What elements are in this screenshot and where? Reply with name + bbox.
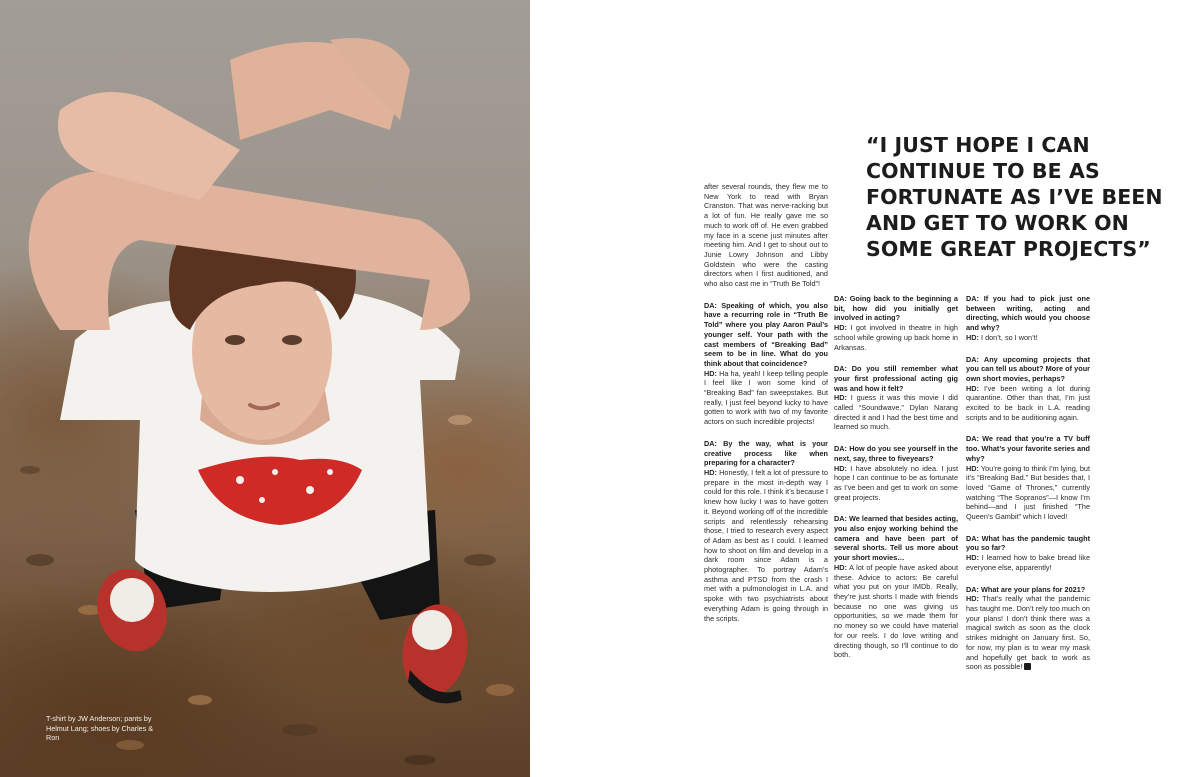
answer-text: after several rounds, they flew me to New York to read with Bryan Cranston. That was nerve-racking but a lot of fun. He really gave me so much to work off of. He even grabbed my face in a scene just minutes after meeting him. And I get to shout out to Junie Lowry Johnson and Libby Goldstein who were the casting directors when I first auditioned, and who also cast me in “Truth Be Told”! <box>704 182 828 289</box>
question-text: DA: Speaking of which, you also have a recurring role in “Truth Be Told” where you play Aaron Paul’s younger self. Your path with the cast members of “Breaking Bad” seem to be in line. What do you think about that coincidence? <box>704 300 828 368</box>
qa-block <box>834 444 958 502</box>
answer-text: That’s really what the pandemic has taught me. Don’t rely too much on your plans! I don’t think there was a magical switch as soon as the clock strikes midnight on January first. So, for now, my plan is to wear my mask and hopefully get back to work as soon as possible! <box>966 594 1090 672</box>
qa-block <box>834 514 958 660</box>
qa-block <box>966 434 1090 521</box>
cover-photo <box>0 0 530 777</box>
question-text: DA: Do you still remember what your first professional acting gig was and how it felt? <box>834 364 958 393</box>
question-text: DA: If you had to pick just one between writing, acting and directing, which would you choose and why? <box>966 294 1090 333</box>
answer-text: I have absolutely no idea. I just hope I can continue to be as fortunate as I’ve been and get to work on some great projects. <box>834 463 958 502</box>
answer-label: HD: <box>834 562 847 572</box>
answer-label: HD: <box>966 332 979 342</box>
qa-block <box>704 301 828 427</box>
photo-credit: T-shirt by JW Anderson; pants by Helmut Lang; shoes by Charles & Ron <box>46 714 154 742</box>
answer-label: HD: <box>834 463 847 473</box>
end-of-article-icon <box>1024 663 1031 670</box>
answer-label: HD: <box>704 368 717 378</box>
answer-text: I’ve been writing a lot during quarantine. Other than that, I’m just excited to be back in L.A. reading scripts and to be auditioning again. <box>966 383 1090 422</box>
answer-text: Honestly, I felt a lot of pressure to prepare in the most in-depth way I could for this role. I think it’s because I knew how lucky I was to have gotten it. Beyond working off of the incredible scripts and relentlessly rehearsing those, I tried to research every aspect of Adam as best as I could. I learned how to shoot on film and develop in a dark room since Adam is a photographer. To portray Adam’s asthma and PTSD from the crash I met with a pulmonologist in L.A. and spoke with two psychiatrists about everything Adam is going through in the scripts. <box>704 467 828 623</box>
question-text: DA: Going back to the beginning a bit, how did you initially get involved in acting? <box>834 294 958 323</box>
qa-block <box>966 534 1090 573</box>
answer-label: HD: <box>704 467 717 477</box>
question-text: DA: What are your plans for 2021? <box>966 584 1086 594</box>
qa-block <box>834 364 958 432</box>
qa-block <box>704 439 828 623</box>
pull-quote: “I JUST HOPE I CAN CONTINUE TO BE AS FORTUNATE AS I’VE BEEN AND GET TO WORK ON SOME GREAT PROJECTS” <box>866 133 1163 261</box>
answer-label: HD: <box>966 594 979 604</box>
answer-text: I learned how to bake bread like everyone else, apparently! <box>966 553 1090 572</box>
article-column-1 <box>704 182 828 635</box>
answer-text: I don’t, so I won’t! <box>978 332 1038 342</box>
answer-label: HD: <box>966 553 979 563</box>
article-column-2 <box>834 294 958 672</box>
answer-label: HD: <box>966 383 979 393</box>
question-text: DA: What has the pandemic taught you so far? <box>966 533 1090 553</box>
question-text: DA: By the way, what is your creative process like when preparing for a character? <box>704 438 828 468</box>
answer-text: Ha ha, yeah! I keep telling people I feel like I won some kind of “Breaking Bad” fan sweepstakes. But really, I just feel beyond lucky to have gotten to work with two of my favorite actors on such incredible projects! <box>704 368 828 427</box>
answer-text: I guess it was this movie I did called “Soundwave.” Dylan Narang directed it and I had the best time and learned so much. <box>834 393 958 432</box>
answer-label: HD: <box>834 393 847 403</box>
answer-text: I got involved in theatre in high school while growing up back home in Arkansas. <box>834 323 958 352</box>
answer-label: HD: <box>834 323 847 333</box>
question-text: DA: We learned that besides acting, you also enjoy working behind the camera and have been part of several shorts. Tell us more about your short movies… <box>834 514 958 563</box>
qa-block <box>834 294 958 352</box>
question-text: DA: How do you see yourself in the next, say, three to fiveyears? <box>834 444 958 463</box>
paragraph <box>704 182 828 289</box>
qa-block <box>966 585 1090 672</box>
answer-label: HD: <box>966 463 979 473</box>
answer-text: You’re going to think I’m lying, but it’s “Breaking Bad.” But besides that, I loved “Game of Thrones,” currently watching “The Sopranos”—I know I’m behind—and I just finished “The Queen’s Gambit” which I loved! <box>966 463 1090 522</box>
question-text: DA: We read that you’re a TV buff too. What’s your favorite series and why? <box>966 434 1090 463</box>
qa-block <box>966 294 1090 343</box>
article-column-3 <box>966 294 1090 684</box>
portrait-illustration <box>0 0 530 777</box>
answer-text: A lot of people have asked about these. Advice to actors: Be careful what you put on your IMDb. Really, they’re just shorts I made with friends because no one was giving us opportunities, so we made them for no money so we could have material for our reels. I do love writing and directing though, so I’ll continue to do both. <box>834 562 958 660</box>
question-text: DA: Any upcoming projects that you can tell us about? More of your own short movies, perhaps? <box>966 354 1090 383</box>
qa-block <box>966 355 1090 423</box>
